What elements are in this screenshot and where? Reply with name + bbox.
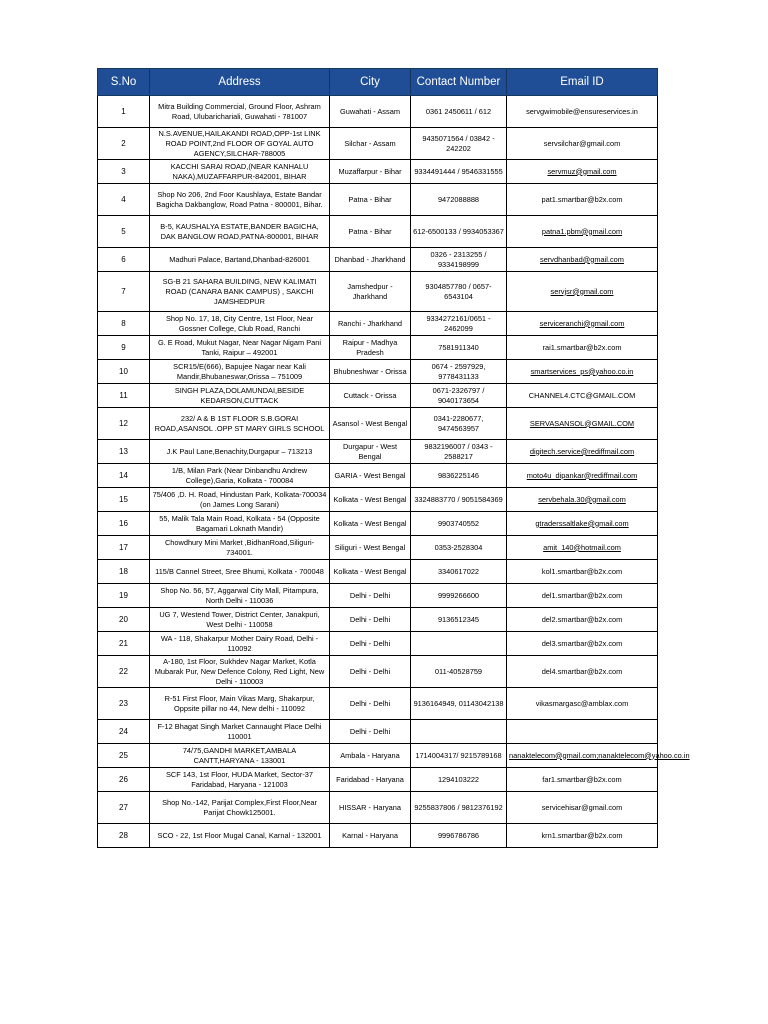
cell-city: Delhi - Delhi xyxy=(330,688,411,720)
table-row xyxy=(98,160,658,184)
cell-contact: 9255837806 / 9812376192 xyxy=(411,792,507,824)
cell-email[interactable]: krn1.smartbar@b2x.com xyxy=(507,824,658,848)
cell-sno: 18 xyxy=(98,560,150,584)
cell-sno: 6 xyxy=(98,248,150,272)
cell-address: J.K Paul Lane,Benachity,Durgapur – 713213 xyxy=(150,440,330,464)
cell-email[interactable]: servmuz@gmail.com xyxy=(507,160,658,184)
table-row xyxy=(98,216,658,248)
cell-contact: 1294103222 xyxy=(411,768,507,792)
cell-contact: 9334272161/0651 - 2462099 xyxy=(411,312,507,336)
cell-contact: 9832196007 / 0343 - 2588217 xyxy=(411,440,507,464)
cell-address: 115/B Cannel Street, Sree Bhumi, Kolkata - 700048 xyxy=(150,560,330,584)
cell-city: Delhi - Delhi xyxy=(330,608,411,632)
cell-address: Mitra Building Commercial, Ground Floor, Ashram Road, Ulubarichariali, Guwahati - 781007 xyxy=(150,96,330,128)
cell-city: Patna - Bihar xyxy=(330,184,411,216)
cell-sno: 12 xyxy=(98,408,150,440)
cell-sno: 19 xyxy=(98,584,150,608)
cell-sno: 21 xyxy=(98,632,150,656)
table-row xyxy=(98,560,658,584)
cell-sno: 2 xyxy=(98,128,150,160)
table-row xyxy=(98,384,658,408)
cell-address: UG 7, Westend Tower, District Center, Janakpuri, West Delhi - 110058 xyxy=(150,608,330,632)
cell-email[interactable]: servjsr@gmail.com xyxy=(507,272,658,312)
cell-address: Madhuri Palace, Bartand,Dhanbad-826001 xyxy=(150,248,330,272)
cell-city: GARIA - West Bengal xyxy=(330,464,411,488)
cell-address: SINGH PLAZA,DOLAMUNDAI,BESIDE KEDARSON,CUTTACK xyxy=(150,384,330,408)
table-row xyxy=(98,720,658,744)
cell-email[interactable]: vikasmargasc@amblax.com xyxy=(507,688,658,720)
cell-contact: 0353-2528304 xyxy=(411,536,507,560)
cell-contact: 612-6500133 / 9934053367 xyxy=(411,216,507,248)
cell-city: Asansol - West Bengal xyxy=(330,408,411,440)
table-row xyxy=(98,312,658,336)
cell-city: Durgapur - West Bengal xyxy=(330,440,411,464)
cell-city: Faridabad - Haryana xyxy=(330,768,411,792)
cell-sno: 20 xyxy=(98,608,150,632)
cell-city: Kolkata - West Bengal xyxy=(330,488,411,512)
table-row xyxy=(98,584,658,608)
table-row xyxy=(98,128,658,160)
table-row xyxy=(98,184,658,216)
cell-sno: 3 xyxy=(98,160,150,184)
cell-city: Delhi - Delhi xyxy=(330,632,411,656)
table-row xyxy=(98,536,658,560)
cell-address: F-12 Bhagat Singh Market Cannaught Place Delhi 110001 xyxy=(150,720,330,744)
cell-email[interactable]: servdhanbad@gmail.com xyxy=(507,248,658,272)
cell-contact xyxy=(411,632,507,656)
cell-city: Patna - Bihar xyxy=(330,216,411,248)
cell-address: Shop No.-142, Parijat Complex,First Floor,Near Parijat Chowk125001. xyxy=(150,792,330,824)
cell-sno: 4 xyxy=(98,184,150,216)
cell-sno: 25 xyxy=(98,744,150,768)
cell-address: B-5, KAUSHALYA ESTATE,BANDER BAGICHA, DAK BANGLOW ROAD,PATNA-800001, BIHAR xyxy=(150,216,330,248)
cell-email[interactable]: servicehisar@gmail.com xyxy=(507,792,658,824)
cell-contact: 0671-2326797 / 9040173654 xyxy=(411,384,507,408)
cell-sno: 7 xyxy=(98,272,150,312)
cell-sno: 22 xyxy=(98,656,150,688)
cell-address: SCO - 22, 1st Floor Mugal Canal, Karnal - 132001 xyxy=(150,824,330,848)
cell-email[interactable]: patna1.pbm@gmail.com xyxy=(507,216,658,248)
cell-contact: 9334491444 / 9546331555 xyxy=(411,160,507,184)
cell-email[interactable]: del1.smartbar@b2x.com xyxy=(507,584,658,608)
cell-sno: 8 xyxy=(98,312,150,336)
cell-address: R-51 First Floor, Main Vikas Marg, Shakarpur, Oppsite pillar no 44, New delhi - 110092 xyxy=(150,688,330,720)
cell-email[interactable]: servsilchar@gmail.com xyxy=(507,128,658,160)
cell-address: Shop No. 56, 57, Aggarwal City Mall, Pitampura, North Delhi - 110036 xyxy=(150,584,330,608)
cell-city: Ambala - Haryana xyxy=(330,744,411,768)
cell-email[interactable]: digitech.service@rediffmail.com xyxy=(507,440,658,464)
cell-email[interactable]: nanaktelecom@gmail.com;nanaktelecom@yahoo.co.in xyxy=(507,744,658,768)
cell-address: Chowdhury Mini Market ,BidhanRoad,Siliguri-734001. xyxy=(150,536,330,560)
cell-contact: 0326 - 2313255 / 9334198999 xyxy=(411,248,507,272)
cell-city: Ranchi - Jharkhand xyxy=(330,312,411,336)
table-row xyxy=(98,248,658,272)
cell-contact: 9999266600 xyxy=(411,584,507,608)
cell-email[interactable]: gtraderssaltlake@gmail.com xyxy=(507,512,658,536)
cell-contact: 7581911340 xyxy=(411,336,507,360)
table-body xyxy=(98,96,690,848)
cell-sno: 14 xyxy=(98,464,150,488)
header-email-id: Email ID xyxy=(507,69,658,96)
table-row xyxy=(98,824,658,848)
cell-email[interactable]: moto4u_dipankar@rediffmail.com xyxy=(507,464,658,488)
table-row xyxy=(98,336,658,360)
cell-sno: 1 xyxy=(98,96,150,128)
header-city: City xyxy=(330,69,411,96)
cell-address: SG-B 21 SAHARA BUILDING, NEW KALIMATI ROAD (CANARA BANK CAMPUS) , SAKCHI JAMSHEDPUR xyxy=(150,272,330,312)
cell-city: Silchar - Assam xyxy=(330,128,411,160)
cell-email[interactable]: far1.smartbar@b2x.com xyxy=(507,768,658,792)
header-row xyxy=(98,69,658,96)
cell-address: 75/406 ,D. H. Road, Hindustan Park, Kolkata-700034 (on James Long Sarani) xyxy=(150,488,330,512)
cell-sno: 27 xyxy=(98,792,150,824)
table-row xyxy=(98,512,658,536)
cell-email[interactable]: servbehala.30@gmail.com xyxy=(507,488,658,512)
cell-address: Shop No 206, 2nd Foor Kaushlaya, Estate Bandar Bagicha Dakbanglow, Road Patna - 800001, Bihar. xyxy=(150,184,330,216)
cell-contact xyxy=(411,720,507,744)
header-contact-number: Contact Number xyxy=(411,69,507,96)
cell-contact: 9136512345 xyxy=(411,608,507,632)
table-row xyxy=(98,688,658,720)
cell-email[interactable]: servgwimobile@ensureservices.in xyxy=(507,96,658,128)
cell-sno: 28 xyxy=(98,824,150,848)
cell-address: 1/B, Milan Park (Near Dinbandhu Andrew College),Garia, Kolkata - 700084 xyxy=(150,464,330,488)
cell-contact: 1714004317/ 9215789168 xyxy=(411,744,507,768)
cell-address: 55, Malik Tala Main Road, Kolkata - 54 (Opposite Bagamari Loknath Mandir) xyxy=(150,512,330,536)
cell-email[interactable]: amit_140@hotmail.com xyxy=(507,536,658,560)
table-row xyxy=(98,440,658,464)
header-sno: S.No xyxy=(98,69,150,96)
cell-email[interactable]: del2.smartbar@b2x.com xyxy=(507,608,658,632)
cell-email[interactable]: pat1.smartbar@b2x.com xyxy=(507,184,658,216)
cell-email[interactable]: kol1.smartbar@b2x.com xyxy=(507,560,658,584)
cell-contact: 0674 - 2597929, 9778431133 xyxy=(411,360,507,384)
cell-address: A-180, 1st Floor, Sukhdev Nagar Market, Kotla Mubarak Pur, New Defence Colony, Red Light, New Delhi - 110003 xyxy=(150,656,330,688)
cell-city: Cuttack - Orissa xyxy=(330,384,411,408)
cell-city: Delhi - Delhi xyxy=(330,720,411,744)
cell-city: Karnal - Haryana xyxy=(330,824,411,848)
cell-address: N.S.AVENUE,HAILAKANDI ROAD,OPP-1st LINK ROAD POINT,2nd FLOOR OF GOYAL AUTO AGENCY,SILCHAR-788005 xyxy=(150,128,330,160)
cell-city: Jamshedpur - Jharkhand xyxy=(330,272,411,312)
table-row xyxy=(98,632,658,656)
cell-contact: 9996786786 xyxy=(411,824,507,848)
cell-sno: 17 xyxy=(98,536,150,560)
cell-contact: 9435071564 / 03842 - 242202 xyxy=(411,128,507,160)
cell-city: Bhubneshwar - Orissa xyxy=(330,360,411,384)
cell-email[interactable]: rai1.smartbar@b2x.com xyxy=(507,336,658,360)
cell-address: KACCHI SARAI ROAD,(NEAR KANHALU NAKA),MUZAFFARPUR-842001, BIHAR xyxy=(150,160,330,184)
cell-email[interactable]: del4.smartbar@b2x.com xyxy=(507,656,658,688)
cell-sno: 23 xyxy=(98,688,150,720)
table-row xyxy=(98,608,658,632)
cell-address: SCR15/E(666), Bapujee Nagar near Kali Mandir,Bhubaneswar,Orissa – 751009 xyxy=(150,360,330,384)
cell-contact: 0341-2280677, 9474563957 xyxy=(411,408,507,440)
cell-address: G. E Road, Mukut Nagar, Near Nagar Nigam Pani Tanki, Raipur – 492001 xyxy=(150,336,330,360)
cell-city: Muzaffarpur - Bihar xyxy=(330,160,411,184)
cell-sno: 24 xyxy=(98,720,150,744)
cell-address: 232/ A & B 1ST FLOOR S.B.GORAI ROAD,ASANSOL .OPP ST MARY GIRLS SCHOOL xyxy=(150,408,330,440)
table-row xyxy=(98,792,658,824)
header-address: Address xyxy=(150,69,330,96)
table-row xyxy=(98,96,658,128)
cell-sno: 11 xyxy=(98,384,150,408)
table-row xyxy=(98,360,658,384)
cell-city: Dhanbad - Jharkhand xyxy=(330,248,411,272)
cell-email[interactable]: smartservices_ps@yahoo.co.in xyxy=(507,360,658,384)
cell-sno: 26 xyxy=(98,768,150,792)
cell-address: Shop No. 17, 18, City Centre, 1st Floor, Near Gossner College, Club Road, Ranchi xyxy=(150,312,330,336)
cell-email[interactable]: del3.smartbar@b2x.com xyxy=(507,632,658,656)
cell-sno: 10 xyxy=(98,360,150,384)
table-row xyxy=(98,408,658,440)
cell-contact: 3324883770 / 9051584369 xyxy=(411,488,507,512)
cell-city: Delhi - Delhi xyxy=(330,584,411,608)
cell-contact: 9304857780 / 0657-6543104 xyxy=(411,272,507,312)
service-center-table xyxy=(97,68,690,848)
table-row xyxy=(98,744,658,768)
table-row xyxy=(98,464,658,488)
cell-contact: 9472088888 xyxy=(411,184,507,216)
cell-city: Siliguri - West Bengal xyxy=(330,536,411,560)
table-row xyxy=(98,488,658,512)
cell-contact: 9903740552 xyxy=(411,512,507,536)
cell-address: WA - 118, Shakarpur Mother Dairy Road, Delhi - 110092 xyxy=(150,632,330,656)
cell-city: Kolkata - West Bengal xyxy=(330,512,411,536)
cell-sno: 9 xyxy=(98,336,150,360)
table-row xyxy=(98,272,658,312)
cell-city: Raipur - Madhya Pradesh xyxy=(330,336,411,360)
cell-address: 74/75,GANDHI MARKET,AMBALA CANTT,HARYANA - 133001 xyxy=(150,744,330,768)
cell-city: HISSAR - Haryana xyxy=(330,792,411,824)
cell-address: SCF 143, 1st Floor, HUDA Market, Sector-37 Faridabad, Haryana - 121003 xyxy=(150,768,330,792)
cell-email[interactable]: serviceranchi@gmail.com xyxy=(507,312,658,336)
cell-contact: 011-40528759 xyxy=(411,656,507,688)
cell-email xyxy=(507,720,658,744)
cell-sno: 15 xyxy=(98,488,150,512)
cell-contact: 9136164949, 01143042138 xyxy=(411,688,507,720)
cell-city: Guwahati - Assam xyxy=(330,96,411,128)
cell-city: Kolkata - West Bengal xyxy=(330,560,411,584)
table-row xyxy=(98,768,658,792)
cell-sno: 13 xyxy=(98,440,150,464)
cell-contact: 0361 2450611 / 612 xyxy=(411,96,507,128)
table-row xyxy=(98,656,658,688)
cell-sno: 16 xyxy=(98,512,150,536)
cell-contact: 3340617022 xyxy=(411,560,507,584)
cell-sno: 5 xyxy=(98,216,150,248)
cell-email[interactable]: CHANNEL4.CTC@GMAIL.COM xyxy=(507,384,658,408)
cell-city: Delhi - Delhi xyxy=(330,656,411,688)
cell-email[interactable]: SERVASANSOL@GMAIL.COM xyxy=(507,408,658,440)
cell-contact: 9836225146 xyxy=(411,464,507,488)
